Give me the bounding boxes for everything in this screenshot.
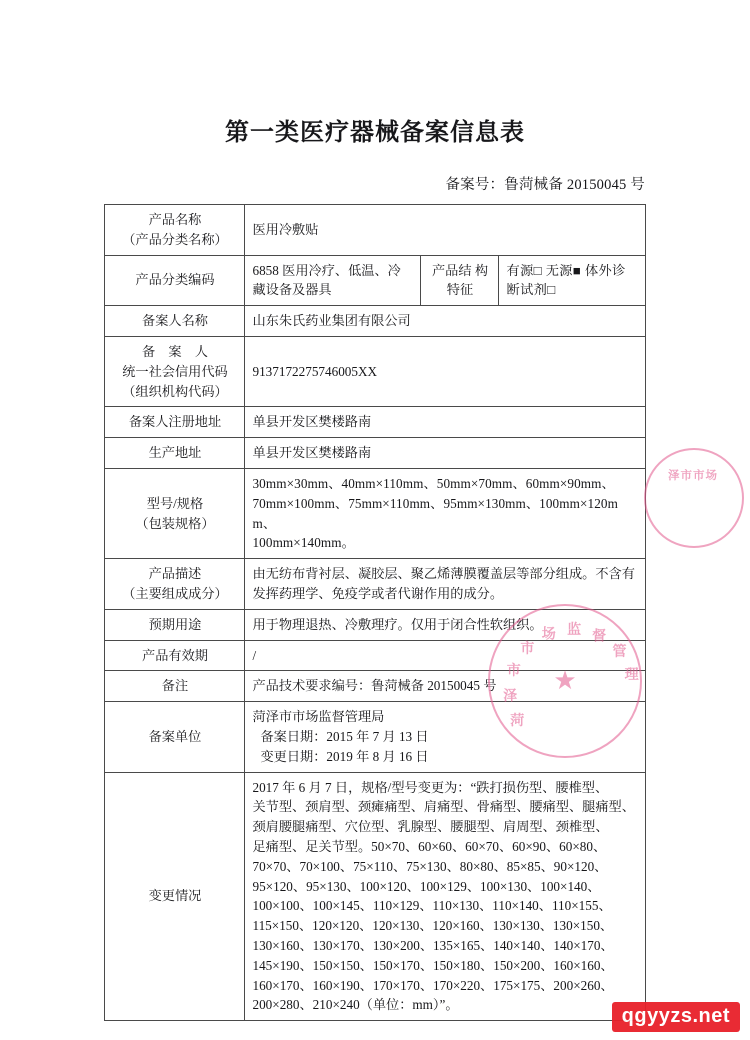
table-row [105,640,645,671]
change-line-7: 100×100、100×145、110×129、110×130、110×140、110×155、 [252,898,612,914]
change-line-6: 95×120、95×130、100×120、100×129、100×130、100×140、 [252,878,601,894]
row-label-registered-address: 备案人注册地址 [105,407,245,438]
table-row [105,559,645,610]
table-row [105,671,645,702]
table-row [105,407,645,438]
change-line-11: 160×170、160×190、170×170、170×220、175×175、200×260、 [252,977,614,993]
row-label-production-address: 生产地址 [105,438,245,469]
table-row [105,205,645,256]
filing-info-table [104,204,645,1021]
model-spec-line3: 100mm×140mm。 [252,535,355,551]
site-watermark: qgyyzs.net [612,1002,740,1032]
row-label-classification-code: 产品分类编码 [105,255,245,306]
credit-code-label-line3: （组织机构代码） [122,383,228,399]
seal-star-icon: ★ [553,666,577,695]
model-spec-line2: 70mm×100mm、75mm×110mm、95mm×130mm、100mm×120mm、 [252,495,618,531]
change-line-3: 颈肩腰腿痛型、穴位型、乳腺型、腰腿型、肩周型、颈椎型、 [252,819,609,835]
seal-arc-text: 菏 泽 市 市 场 监 督 管 理 [503,623,639,730]
row-label-remarks: 备注 [105,671,245,702]
row-value-intended-use: 用于物理退热、冷敷理疗。仅用于闭合性软组织。 [245,609,645,640]
change-line-4: 足痛型、足关节型。50×70、60×60、60×70、60×90、60×80、 [252,838,607,854]
product-name-label-line1: 产品名称 [148,212,202,227]
row-value-model-spec [245,468,645,558]
row-value-product-description: 由无纺布背衬层、凝胶层、聚乙烯薄膜覆盖层等部分组成。不含有发挥药理学、免疫学或者代谢作用的成分。 [245,559,645,610]
product-description-label-line2: （主要组成成分） [122,585,228,601]
partial-seal-text: 泽市市场 [668,470,718,482]
row-value-product-name: 医用冷敷贴 [245,205,645,256]
change-line-1: 2017 年 6 月 7 日，规格/型号变更为：“跌打损伤型、腰椎型、 [252,779,609,795]
table-row [105,255,645,306]
row-label-structure-feature [421,255,499,306]
change-line-2: 关节型、颈肩型、颈瘫痛型、肩痛型、骨痛型、腰痛型、腿痛型、 [252,799,635,815]
credit-code-label-line1: 备 案 人 [142,343,208,359]
model-spec-label-line1: 型号/规格 [146,495,204,511]
record-number-value: 鲁菏械备 20150045 号 [504,177,645,193]
row-value-structure-feature: 有源□ 无源■ 体外诊断试剂□ [499,255,645,306]
change-line-9: 130×160、130×170、130×200、135×165、140×140、140×170、 [252,937,614,953]
row-label-filing-unit: 备案单位 [105,702,245,772]
product-name-label-line2: （产品分类名称） [122,231,228,247]
row-value-filing-unit [245,702,645,772]
record-number [0,147,750,194]
change-line-8: 115×150、120×120、120×130、120×160、130×130、130×150、 [252,918,614,934]
filing-unit-name: 菏泽市市场监督管理局 [252,709,385,725]
model-spec-label-line2: （包装规格） [135,515,215,531]
model-spec-line1: 30mm×30mm、40mm×110mm、50mm×70mm、60mm×90mm、 [252,475,615,491]
row-label-product-description [105,559,245,610]
record-number-label: 备案号： [445,177,505,193]
product-description-label-line1: 产品描述 [148,566,202,582]
change-line-5: 70×70、70×100、75×110、75×130、80×80、85×85、90×120、 [252,858,608,874]
credit-code-label-line2: 统一社会信用代码 [122,363,228,379]
change-date: 变更日期：2019 年 8 月 16 日 [260,748,429,764]
change-line-10: 145×190、150×150、150×170、150×180、150×200、160×160、 [252,957,614,973]
row-label-filer-name: 备案人名称 [105,306,245,337]
structure-label-line2: 构特征 [446,262,488,298]
row-value-classification-code: 6858 医用冷疗、低温、冷藏设备及器具 [245,255,421,306]
row-value-credit-code: 9137172275746005XX [245,336,645,406]
row-value-filer-name: 山东朱氏药业集团有限公司 [245,306,645,337]
table-row [105,438,645,469]
table-row [105,609,645,640]
table-row [105,306,645,337]
row-label-intended-use: 预期用途 [105,609,245,640]
partial-seal-stamp-icon [644,448,744,548]
table-row [105,772,645,1021]
row-label-product-name [105,205,245,256]
row-label-model-spec [105,468,245,558]
table-row [105,702,645,772]
row-value-change-history [245,772,645,1021]
table-row [105,336,645,406]
row-value-validity: / [245,640,645,671]
change-line-12: 200×280、210×240（单位：mm）”。 [252,997,459,1013]
row-label-validity: 产品有效期 [105,640,245,671]
filing-date: 备案日期：2015 年 7 月 13 日 [260,728,429,744]
row-label-change-history: 变更情况 [105,772,245,1021]
row-label-credit-code [105,336,245,406]
row-value-registered-address: 单县开发区樊楼路南 [245,407,645,438]
row-value-production-address: 单县开发区樊楼路南 [245,438,645,469]
row-value-remarks: 产品技术要求编号：鲁菏械备 20150045 号 [245,671,645,702]
page-title: 第一类医疗器械备案信息表 [225,120,525,146]
structure-label-line1: 产品结 [431,262,472,278]
table-row [105,468,645,558]
